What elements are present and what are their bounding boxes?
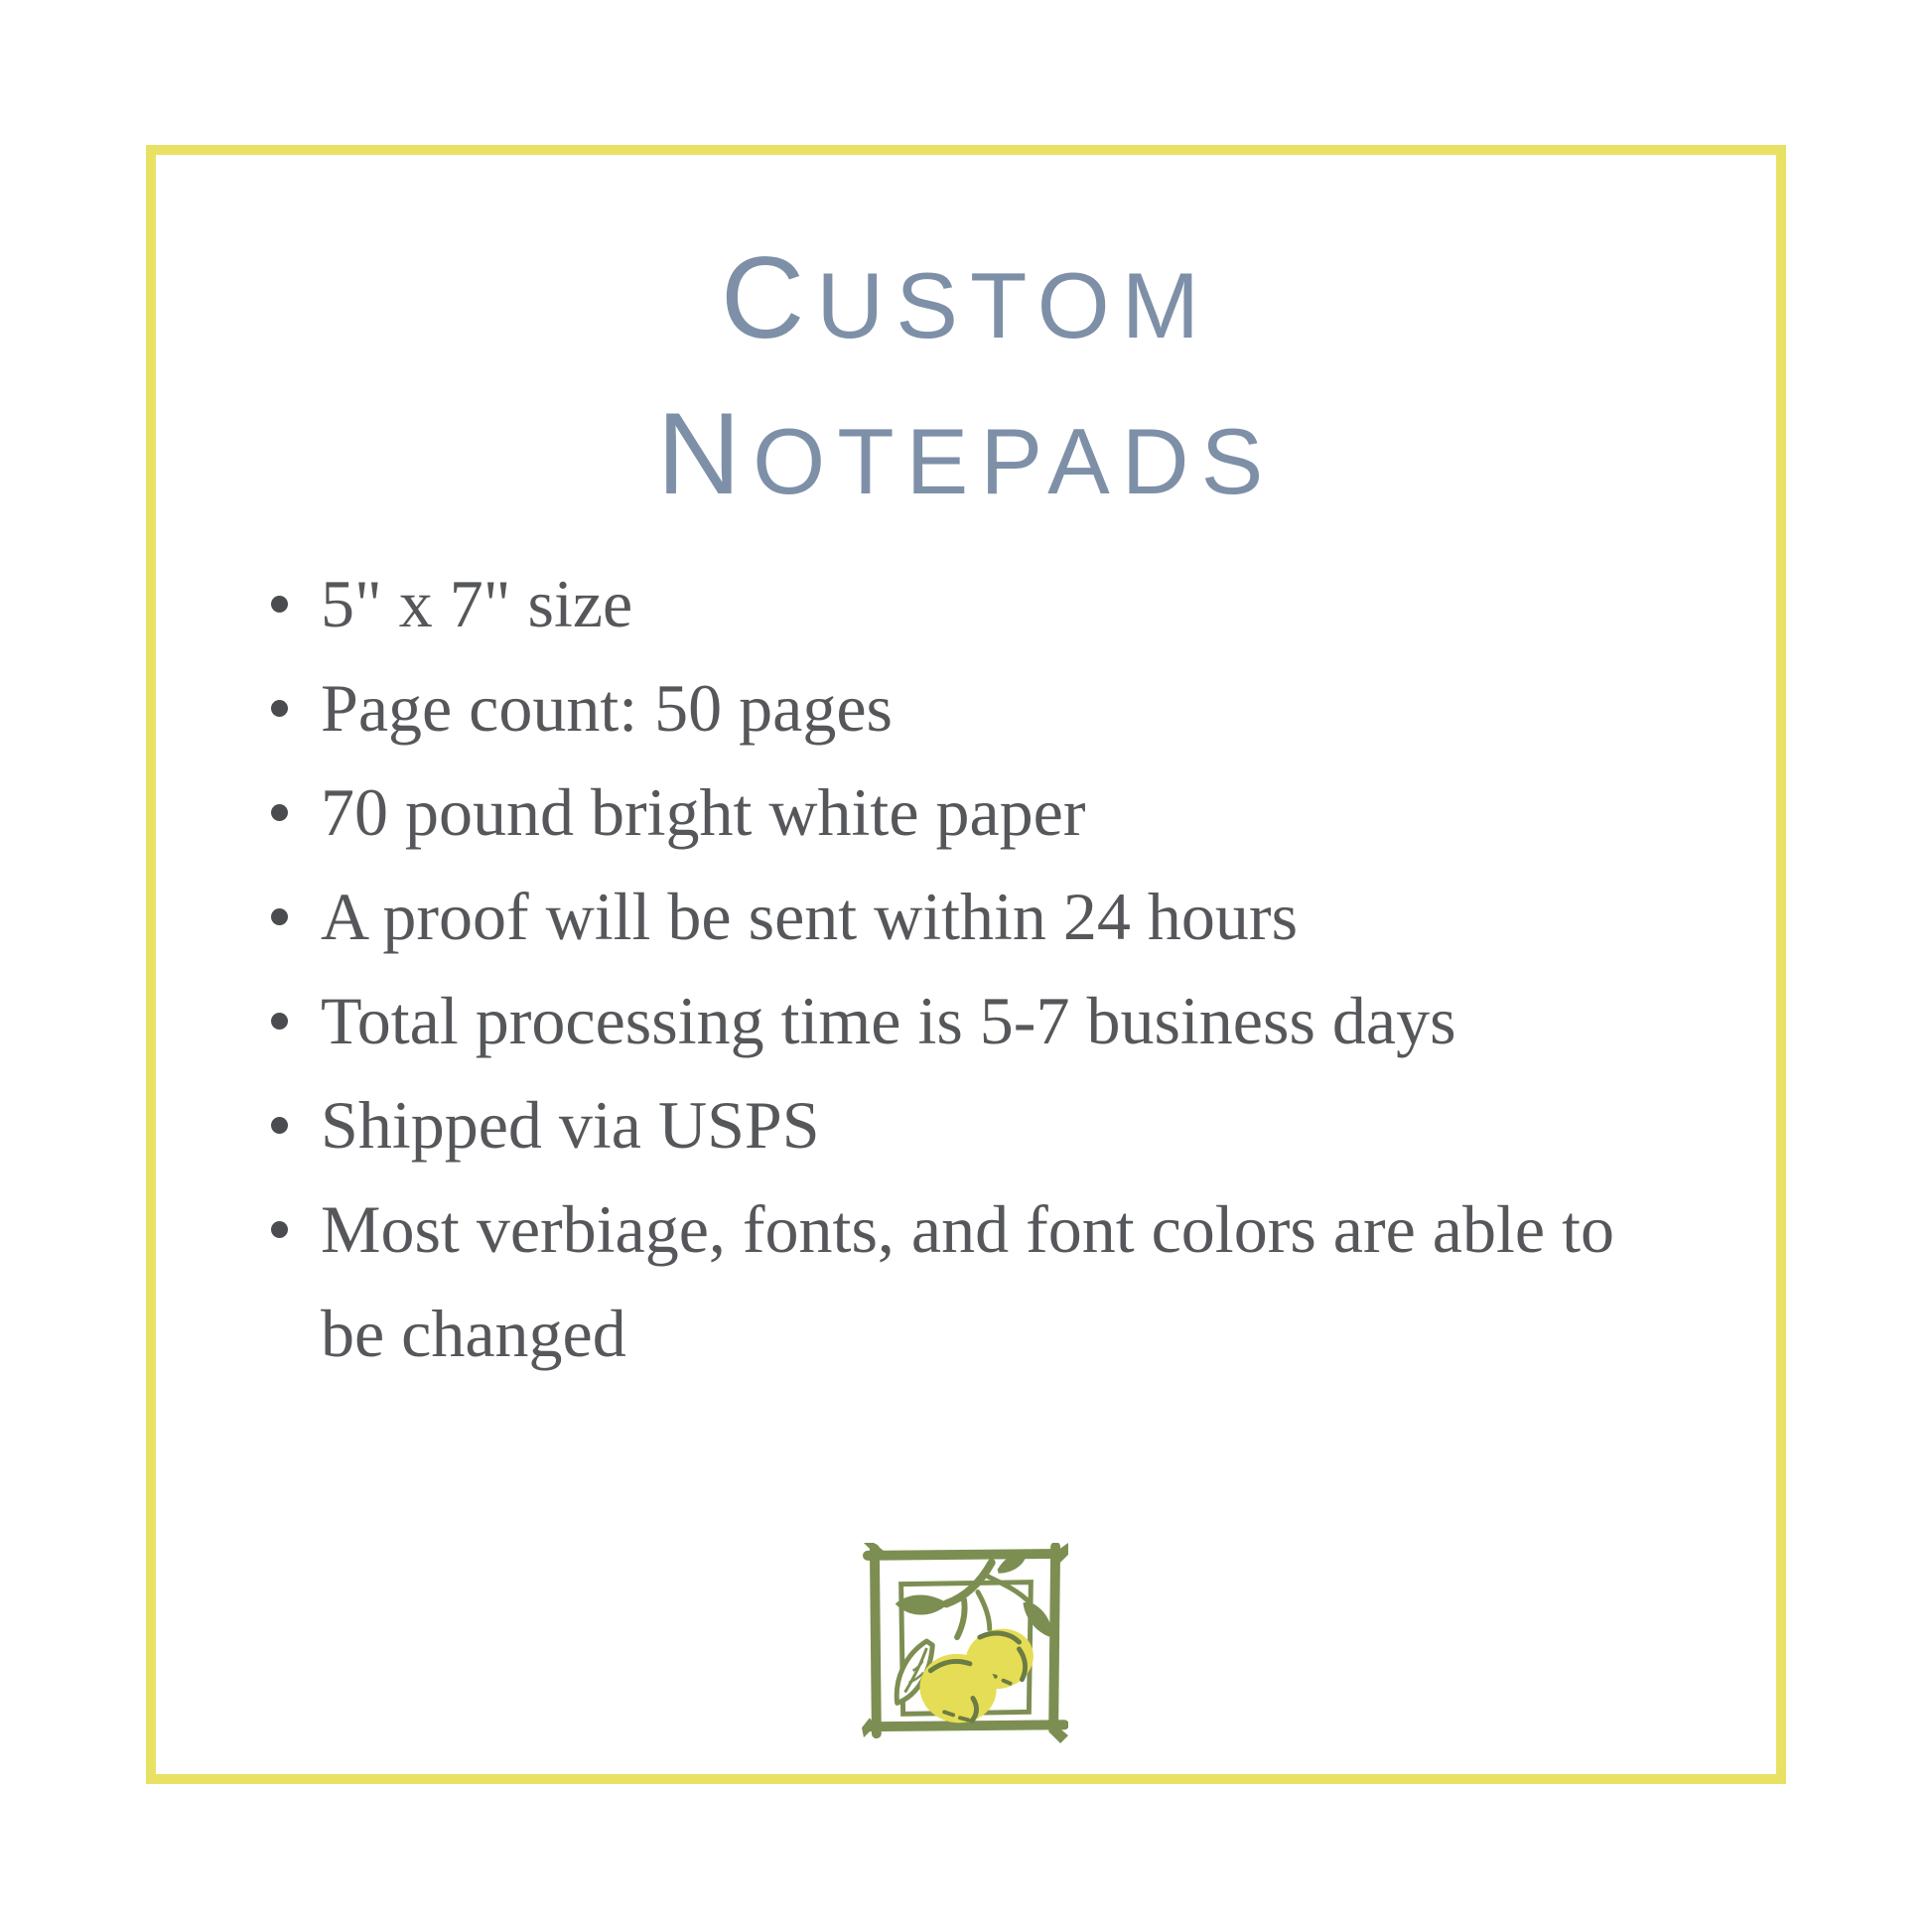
list-item: 5" x 7" size [271,552,1614,656]
title-initial: N [656,388,754,518]
list-item: Most verbiage, fonts, and font colors are able to be changed [271,1177,1614,1386]
page-title [0,234,1932,546]
product-details-list [271,552,1614,1386]
list-item: Shipped via USPS [271,1073,1614,1177]
title-rest: USTOM [816,253,1212,357]
title-initial: C [720,232,817,362]
list-item: Page count: 50 pages [271,656,1614,760]
title-line-2 [0,390,1932,546]
lemon-branch-logo-icon [862,1543,1068,1749]
list-item: Total processing time is 5-7 business days [271,969,1614,1073]
title-rest: OTEPADS [753,409,1276,513]
title-line-1 [0,234,1932,390]
list-item: A proof will be sent within 24 hours [271,865,1614,969]
list-item: 70 pound bright white paper [271,760,1614,865]
